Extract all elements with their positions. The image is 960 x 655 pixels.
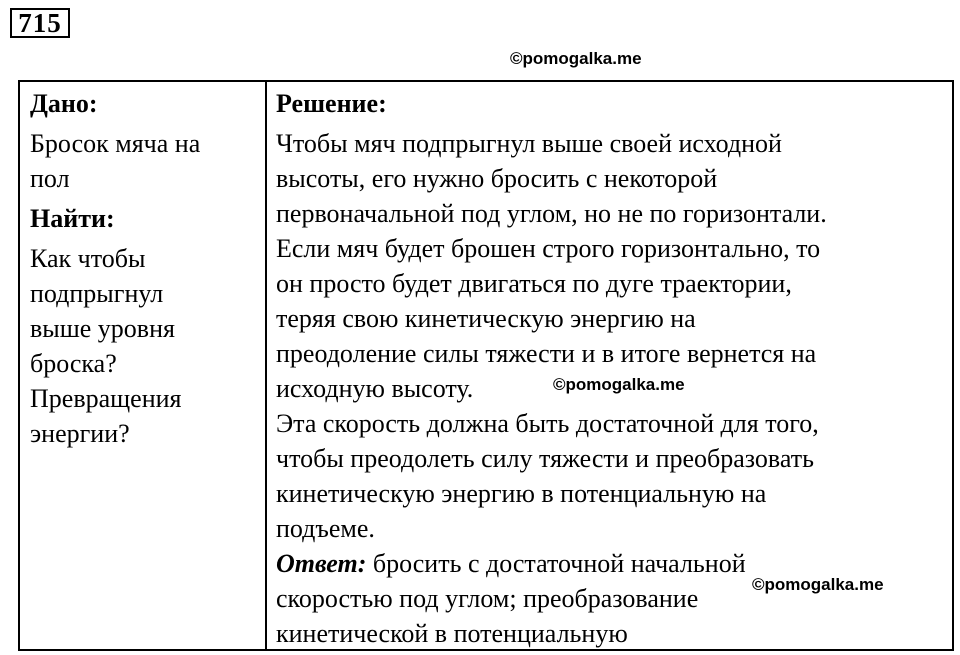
solution-line: первоначальной под углом, но не по горизонтали. <box>276 199 827 228</box>
answer-line: бросить с достаточной начальной <box>366 549 746 578</box>
solution-line: Чтобы мяч подпрыгнул выше своей исходной <box>276 129 782 158</box>
answer-line: кинетической в потенциальную <box>276 619 628 648</box>
answer-block <box>276 546 950 651</box>
solution-paragraph-1 <box>276 126 950 406</box>
answer-line: скоростью под углом; преобразование <box>276 584 699 613</box>
solution-line: подъеме. <box>276 514 375 543</box>
find-line: подпрыгнул <box>30 279 164 308</box>
find-line: выше уровня <box>30 314 175 343</box>
solution-heading: Решение: <box>276 89 387 118</box>
answer-label: Ответ: <box>276 549 367 578</box>
solution-line: кинетическую энергию в потенциальную на <box>276 479 767 508</box>
solution-column <box>276 86 950 651</box>
find-heading: Найти: <box>30 204 115 233</box>
given-line: Бросок мяча на <box>30 129 201 158</box>
solution-line: чтобы преодолеть силу тяжести и преобразовать <box>276 444 814 473</box>
solution-line: преодоление силы тяжести и в итоге вернется на <box>276 339 817 368</box>
solution-table <box>18 80 954 651</box>
given-heading: Дано: <box>30 89 98 118</box>
solution-paragraph-2 <box>276 406 950 546</box>
watermark-middle: ©pomogalka.me <box>553 375 685 394</box>
find-line: энергии? <box>30 419 130 448</box>
task-number-box <box>10 8 70 38</box>
given-column <box>30 86 258 451</box>
given-text <box>30 126 258 196</box>
solution-line: Эта скорость должна быть достаточной для того, <box>276 409 819 438</box>
find-line: Превращения <box>30 384 182 413</box>
solution-line: исходную высоту. <box>276 374 474 403</box>
column-divider <box>265 82 267 649</box>
given-line: пол <box>30 164 70 193</box>
find-line: Как чтобы <box>30 244 146 273</box>
solution-line: он просто будет двигаться по дуге траектории, <box>276 269 792 298</box>
solution-line: теряя свою кинетическую энергию на <box>276 304 696 333</box>
solution-line: Если мяч будет брошен строго горизонтально, то <box>276 234 821 263</box>
solution-line: высоты, его нужно бросить с некоторой <box>276 164 718 193</box>
find-line: броска? <box>30 349 117 378</box>
find-text <box>30 241 258 451</box>
watermark-bottom: ©pomogalka.me <box>752 575 884 594</box>
task-number: 715 <box>18 8 62 38</box>
watermark-top: ©pomogalka.me <box>510 49 642 68</box>
